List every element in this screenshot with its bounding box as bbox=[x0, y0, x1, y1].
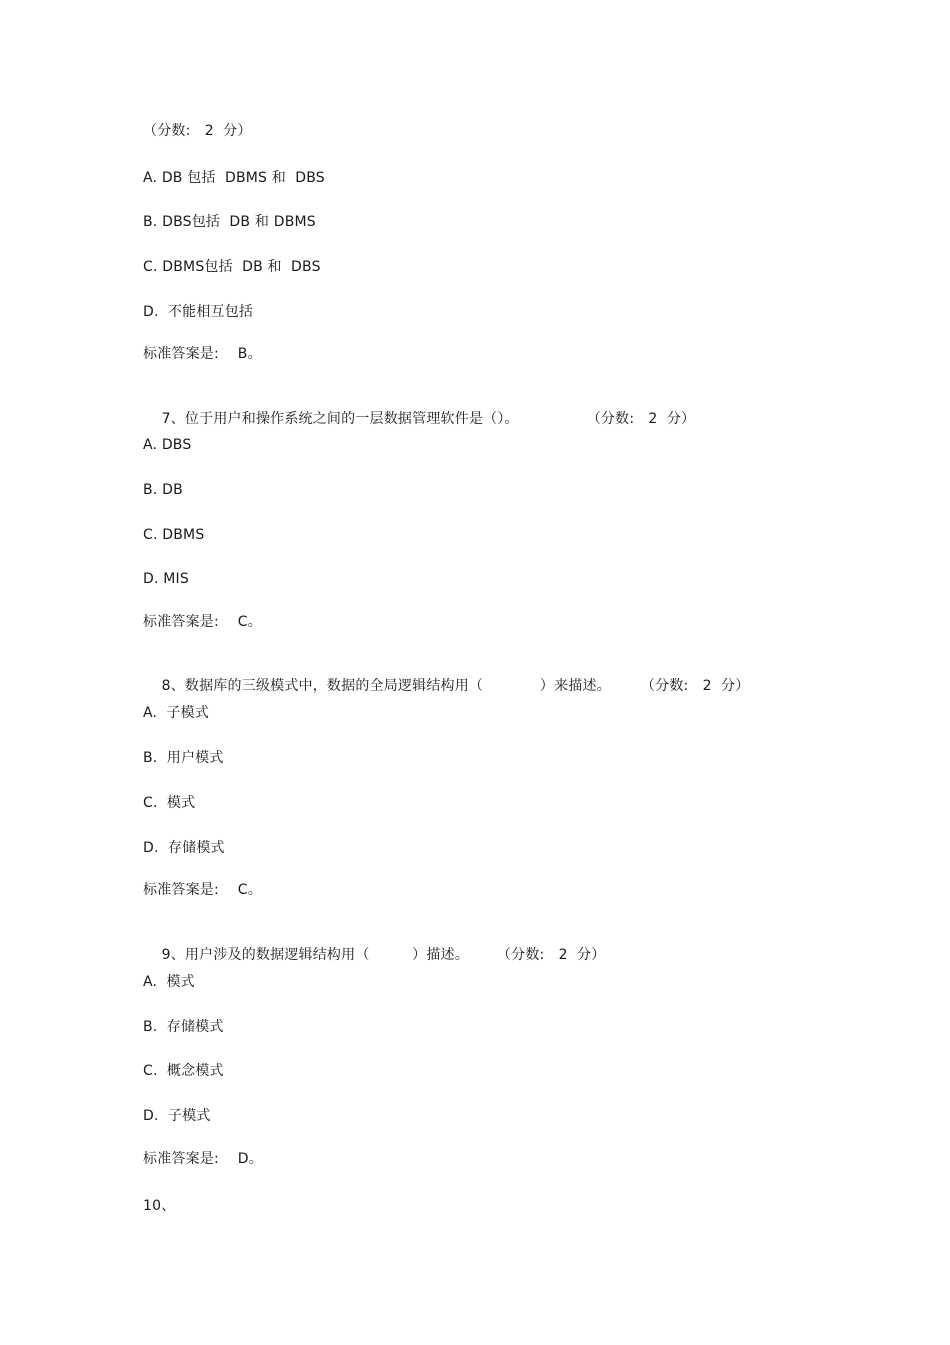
q9-option-d: D. 子模式 bbox=[143, 1108, 211, 1124]
q7-option-a: A. DBS bbox=[143, 437, 192, 453]
q7-text: 7、位于用户和操作系统之间的一层数据管理软件是（）。 bbox=[161, 411, 519, 427]
q6-option-c: C. DBMS包括 DB 和 DBS bbox=[143, 259, 321, 275]
q9-option-c: C. 概念模式 bbox=[143, 1063, 224, 1079]
q8-text: 8、数据库的三级模式中，数据的全局逻辑结构用（ ）来描述。 bbox=[161, 678, 611, 694]
q10-question: 10、 bbox=[143, 1198, 176, 1214]
q7-option-b: B. DB bbox=[143, 482, 183, 498]
q6-option-a: A. DB 包括 DBMS 和 DBS bbox=[143, 170, 325, 186]
q8-question bbox=[143, 659, 749, 713]
q7-option-d: D. MIS bbox=[143, 571, 189, 587]
q7-score: （分数: 2 分） bbox=[586, 411, 696, 427]
q6-answer: 标准答案是: B。 bbox=[143, 346, 262, 362]
q8-option-a: A. 子模式 bbox=[143, 705, 210, 721]
q8-option-b: B. 用户模式 bbox=[143, 750, 224, 766]
q8-option-c: C. 模式 bbox=[143, 795, 196, 811]
q8-answer: 标准答案是: C。 bbox=[143, 882, 262, 898]
q9-answer: 标准答案是: D。 bbox=[143, 1151, 263, 1167]
q8-option-d: D. 存储模式 bbox=[143, 840, 225, 856]
q9-option-a: A. 模式 bbox=[143, 974, 195, 990]
q9-text: 9、用户涉及的数据逻辑结构用（ ）描述。 bbox=[161, 947, 469, 963]
q7-option-c: C. DBMS bbox=[143, 527, 205, 543]
q9-option-b: B. 存储模式 bbox=[143, 1019, 224, 1035]
q8-score: （分数: 2 分） bbox=[640, 678, 750, 694]
q9-question bbox=[143, 928, 605, 982]
q6-option-b: B. DBS包括 DB 和 DBMS bbox=[143, 214, 316, 230]
q7-answer: 标准答案是: C。 bbox=[143, 614, 262, 630]
q6-score: （分数: 2 分） bbox=[143, 123, 252, 139]
q6-option-d: D. 不能相互包括 bbox=[143, 304, 254, 320]
q7-question bbox=[143, 392, 695, 446]
q9-score: （分数: 2 分） bbox=[496, 947, 606, 963]
